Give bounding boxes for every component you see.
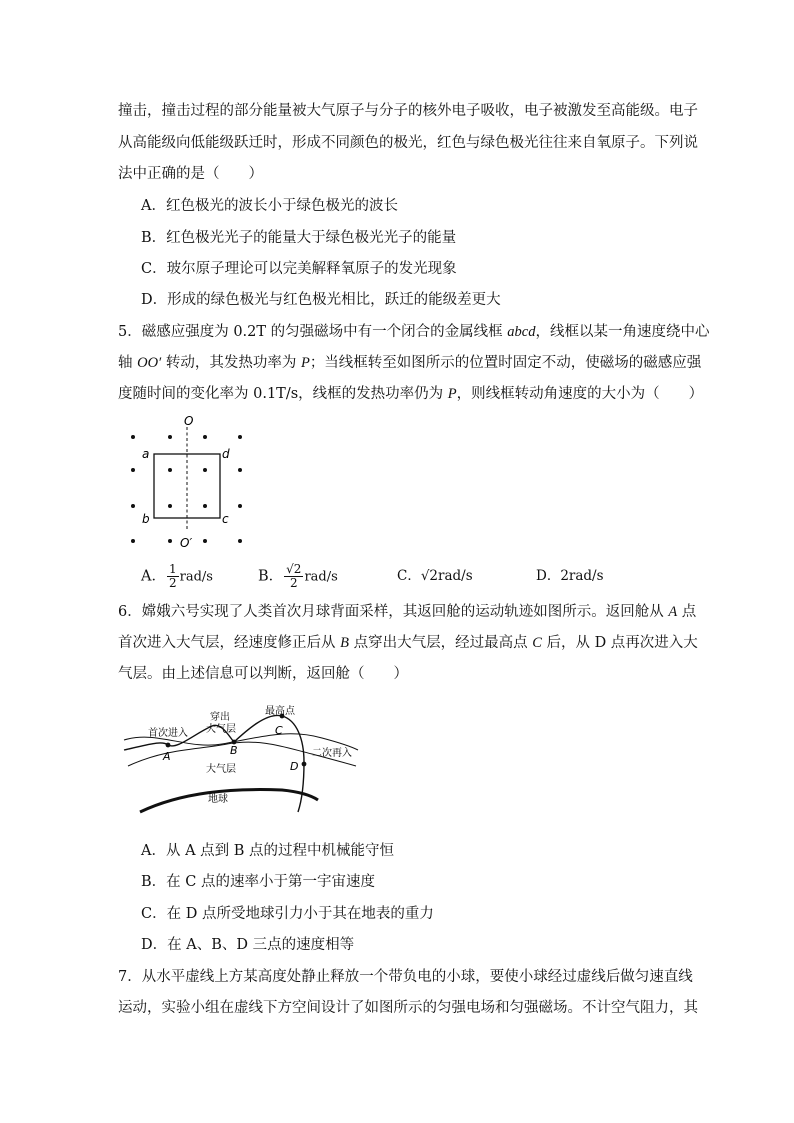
q5-text: ，线框以某一角速度绕中心 [535,324,710,340]
q4-option-c: C．玻尔原子理论可以完美解释氧原子的发光现象 [141,261,457,277]
q5-option-c: C．√2rad/s [397,568,473,584]
label-c: c [222,512,229,526]
q6-figure [122,700,362,816]
q6-text: 首次进入大气层，经速度修正后从 [118,635,341,651]
q6-var-b: B [340,635,349,651]
label-point-d: D [290,760,299,773]
q5-text: 轴 [118,355,138,371]
q5-text: 度随时间的变化率为 0.1T/s，线框的发热功率仍为 [118,386,448,402]
q6-option-c: C．在 D 点所受地球引力小于其在地表的重力 [141,906,434,922]
wire-frame-abcd [154,454,220,518]
q6-var-c: C [532,635,542,651]
q5-option-d: D．2rad/s [536,568,604,584]
intro-line-3: 法中正确的是（ ） [118,166,263,182]
point-d-marker [302,762,307,767]
q7-line-2: 运动，实验小组在虚线下方空间设计了如图所示的匀强电场和匀强磁场。不计空气阻力，其 [118,1000,698,1016]
intro-line-1: 撞击，撞击过程的部分能量被大气原子与分子的核外电子吸收，电子被激发至高能级。电子 [118,103,698,119]
q6-line-1 [118,602,696,622]
label-first-entry: 首次进入 [148,728,188,739]
q5-text: 转动，其发热功率为 [161,355,301,371]
frac-denominator: 2 [168,576,177,590]
label-highest: 最高点 [265,706,295,717]
q6-line-2 [118,633,698,653]
q5-option-a-prefix: A． [141,568,166,585]
q4-option-a: A．红色极光的波长小于绿色极光的波长 [141,198,398,214]
q6-line-3: 气层。由上述信息可以判断，返回舱（ ） [118,666,408,682]
q6-var-a: A [668,604,678,620]
q6-text: 6．嫦娥六号实现了人类首次月球背面采样，其返回舱的运动轨迹如图所示。返回舱从 [118,604,669,620]
label-point-a: A [163,750,171,763]
label-exit-2: 大气层 [206,724,236,735]
frac-denominator: 2 [289,576,298,590]
q5-text: ；当线框转至如图所示的位置时固定不动，使磁场的磁感应强 [309,355,702,371]
unit: rad/s [304,569,338,585]
q6-option-a: A．从 A 点到 B 点的过程中机械能守恒 [141,843,395,859]
label-point-c: C [275,724,283,737]
q6-option-d: D．在 A、B、D 三点的速度相等 [141,937,355,953]
fraction-sqrt2-half [284,563,303,590]
q5-line-1 [118,322,709,342]
intro-line-2: 从高能级向低能级跃迁时，形成不同颜色的极光，红色与绿色极光往往来自氧原子。下列说 [118,135,698,151]
q5-option-b-prefix: B． [258,568,284,585]
q5-figure [122,412,262,552]
frac-numerator: √2 [286,562,302,576]
q5-var-oo: OO′ [137,355,162,371]
q6-text: 点 [677,604,697,620]
label-a: a [142,447,150,461]
q5-option-a [141,563,213,590]
q5-var-abcd: abcd [507,324,536,340]
fraction-half [167,563,179,590]
q6-text: 后，从 D 点再次进入大 [541,635,698,651]
label-point-b: B [230,744,238,757]
q5-text: 5．磁感应强度为 0.2T 的匀强磁场中有一个闭合的金属线框 [118,324,508,340]
q5-line-3 [118,384,703,404]
q4-option-b: B．红色极光光子的能量大于绿色极光光子的能量 [141,230,457,246]
q7-line-1: 7．从水平虚线上方某高度处静止释放一个带负电的小球，要使小球经过虚线后做匀速直线 [118,969,693,985]
label-atmosphere: 大气层 [206,764,236,775]
point-a-marker [166,743,171,748]
label-o: O [184,414,194,428]
unit: rad/s [179,569,213,585]
label-second-entry: 二次再入 [312,748,352,759]
q4-option-d: D．形成的绿色极光与红色极光相比，跃迁的能级差更大 [141,292,501,308]
label-earth: 地球 [208,794,228,805]
q5-text: ，则线框转动角速度的大小为（ ） [456,386,704,402]
label-exit-1: 穿出 [210,712,230,723]
label-o-prime: O′ [180,536,193,550]
q5-option-b [258,563,338,590]
q5-var-p: P [300,355,310,371]
label-b: b [142,512,150,526]
earth-surface [140,790,318,812]
frac-numerator: 1 [168,562,177,576]
q6-option-b: B．在 C 点的速率小于第一宇宙速度 [141,874,375,890]
q5-line-2 [118,353,701,373]
q5-var-p: P [447,386,457,402]
label-d: d [222,447,230,461]
q6-text: 点穿出大气层，经过最高点 [348,635,533,651]
